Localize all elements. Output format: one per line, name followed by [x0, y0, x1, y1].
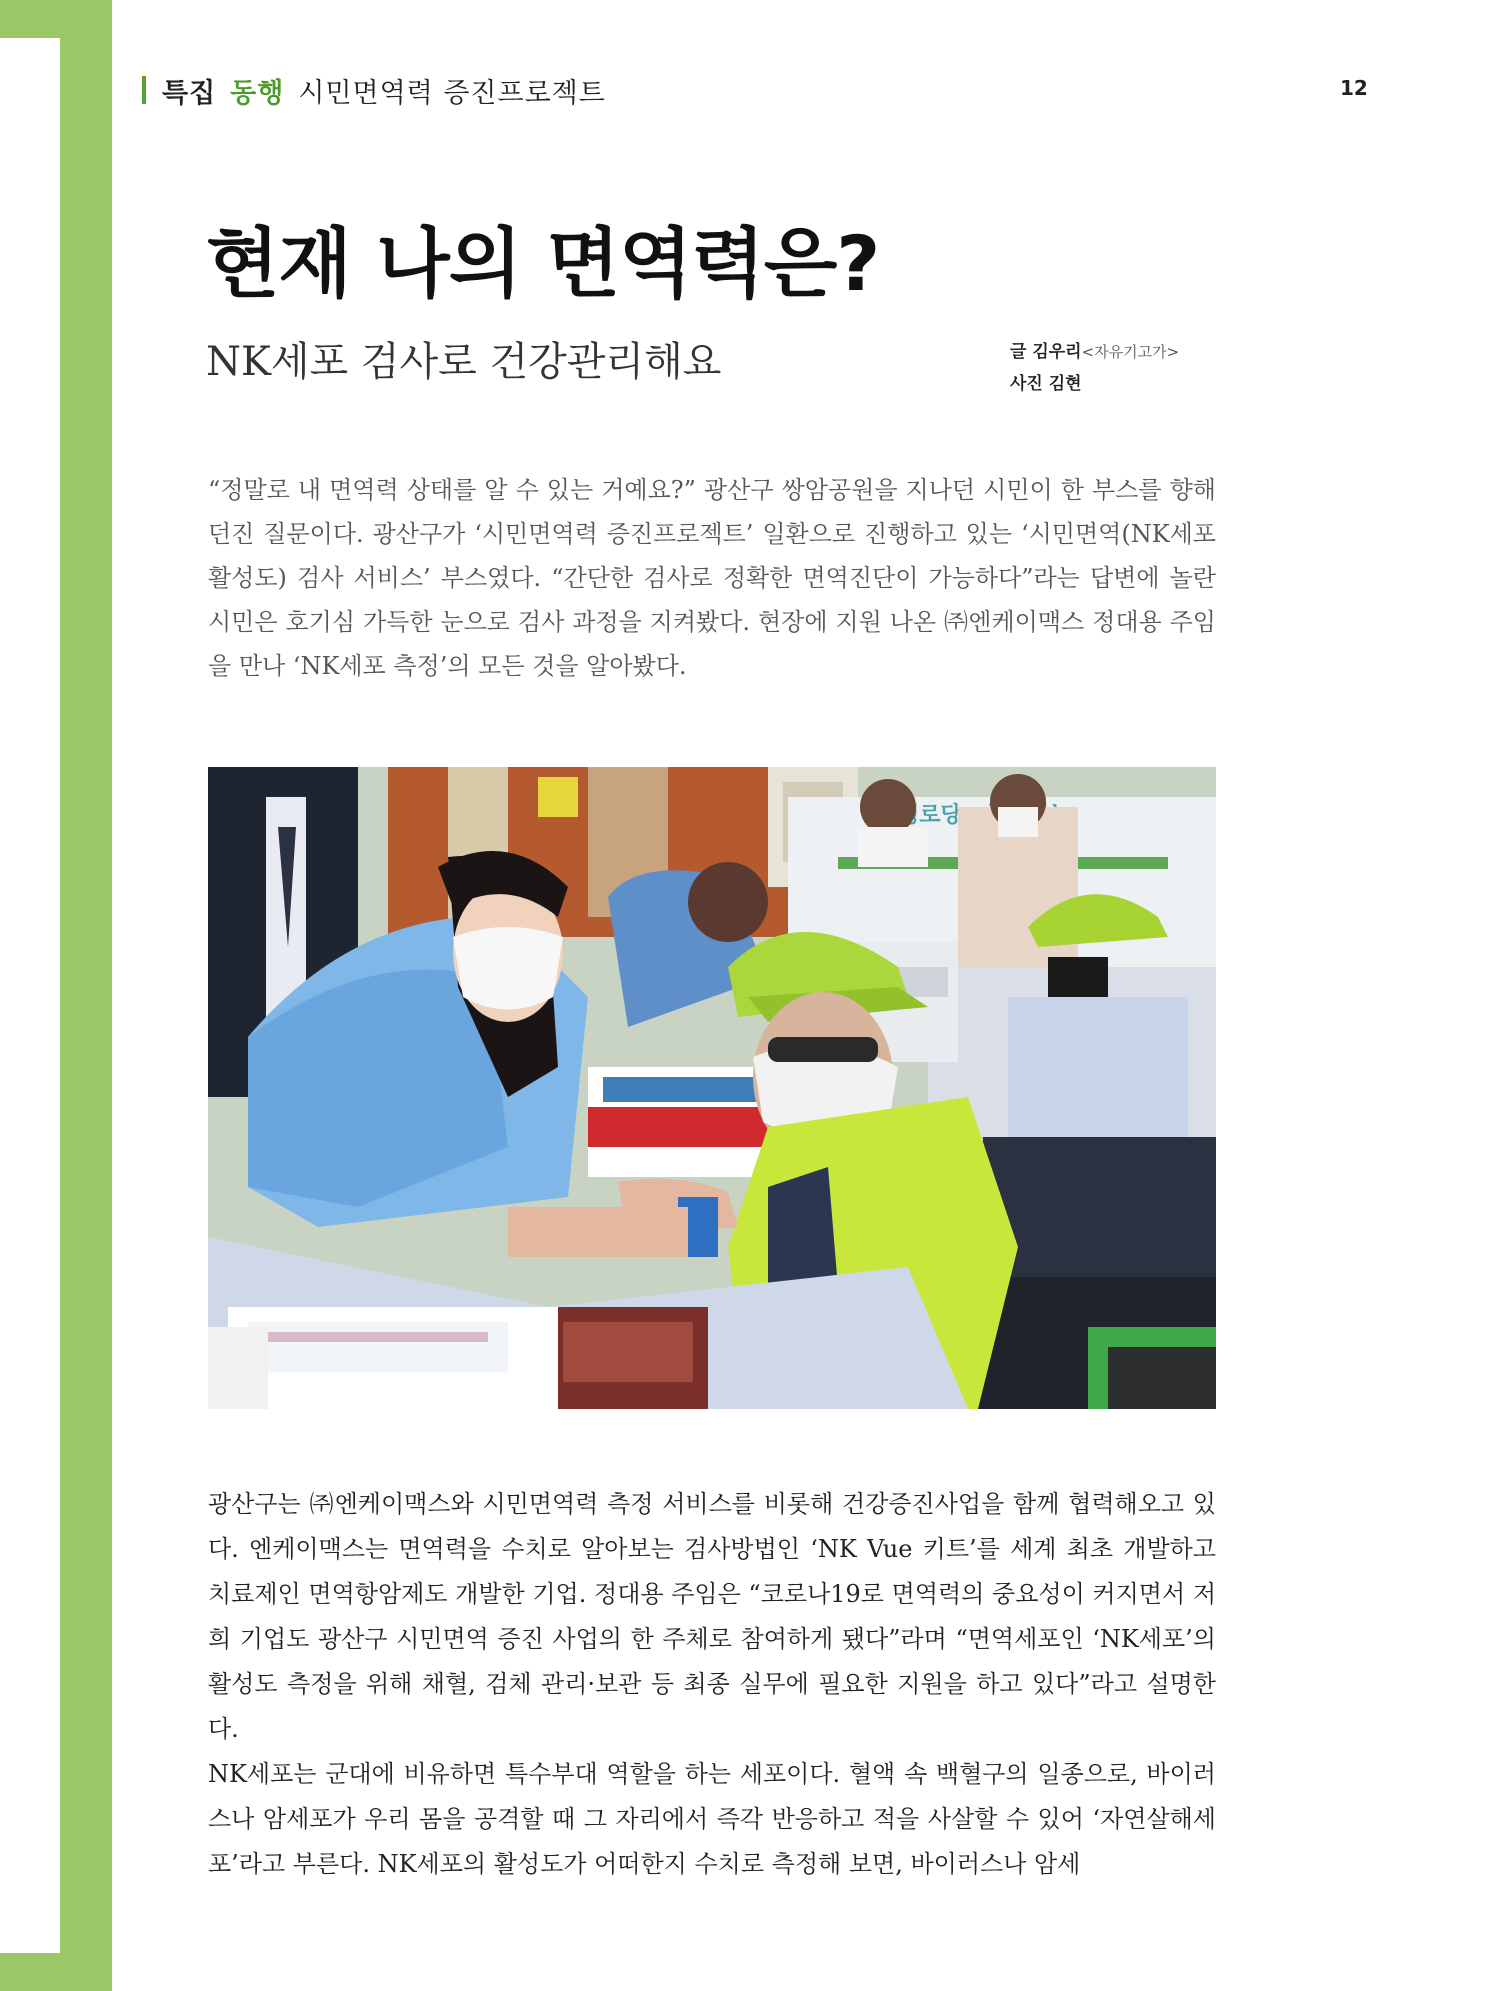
article-credits	[1010, 336, 1179, 400]
page-number: 12	[1340, 76, 1368, 100]
decorative-bottom-bar	[0, 1953, 112, 1991]
body-paragraph: 광산구는 ㈜엔케이맥스와 시민면역력 측정 서비스를 비롯해 건강증진사업을 함께 협력해오고 있다. 엔케이맥스는 면역력을 수치로 알아보는 검사방법인 ‘NK Vue 키트’를 세계 최초 개발하고 치료제인 면역항암제도 개발한 기업. 정대용 주임은 “코로나19로 면역력의 중요성이 커지면서 저희 기업도 광산구 시민면역 증진 사업의 한 주체로 참여하게 됐다”라며 “면역세포인 ‘NK세포’의 활성도 측정을 위해 채혈, 검체 관리·보관 등 최종 실무에 필요한 지원을 하고 있다”라고 설명한다.	[208, 1490, 1216, 1743]
header-topic: 시민면역력 증진프로젝트	[298, 77, 606, 109]
article-photo	[208, 767, 1216, 1409]
photographer-name: 사진 김현	[1010, 374, 1082, 394]
article-body	[208, 1482, 1216, 1887]
header-section: 특집	[162, 77, 217, 109]
writer-name: 글 김우리	[1010, 342, 1082, 362]
decorative-top-bar	[0, 0, 112, 38]
header-subsection: 동행	[230, 77, 285, 109]
photo-illustration	[208, 767, 1216, 1409]
decorative-side-bar	[60, 38, 112, 1953]
writer-credit	[1010, 336, 1179, 368]
photo-banner-text: 경로당,	[898, 803, 971, 828]
photo-credit	[1010, 368, 1179, 400]
section-header	[142, 70, 606, 110]
writer-role: <자유기고가>	[1081, 343, 1180, 361]
article-subtitle: NK세포 검사로 건강관리해요	[206, 339, 722, 385]
header-divider	[142, 76, 146, 104]
lead-paragraph: “정말로 내 면역력 상태를 알 수 있는 거예요?” 광산구 쌍암공원을 지나던 시민이 한 부스를 향해 던진 질문이다. 광산구가 ‘시민면역력 증진프로젝트’ 일환으로 진행하고 있는 ‘시민면역(NK세포 활성도) 검사 서비스’ 부스였다. “간단한 검사로 정확한 면역진단이 가능하다”라는 답변에 놀란 시민은 호기심 가득한 눈으로 검사 과정을 지켜봤다. 현장에 지원 나온 ㈜엔케이맥스 정대용 주임을 만나 ‘NK세포 측정’의 모든 것을 알아봤다.	[208, 476, 1216, 680]
body-paragraph: NK세포는 군대에 비유하면 특수부대 역할을 하는 세포이다. 혈액 속 백혈구의 일종으로, 바이러스나 암세포가 우리 몸을 공격할 때 그 자리에서 즉각 반응하고 적을 사살할 수 있어 ‘자연살해세포’라고 부른다. NK세포의 활성도가 어떠한지 수치로 측정해 보면, 바이러스나 암세	[208, 1760, 1216, 1878]
article-title: 현재 나의 면역력은?	[206, 219, 880, 308]
